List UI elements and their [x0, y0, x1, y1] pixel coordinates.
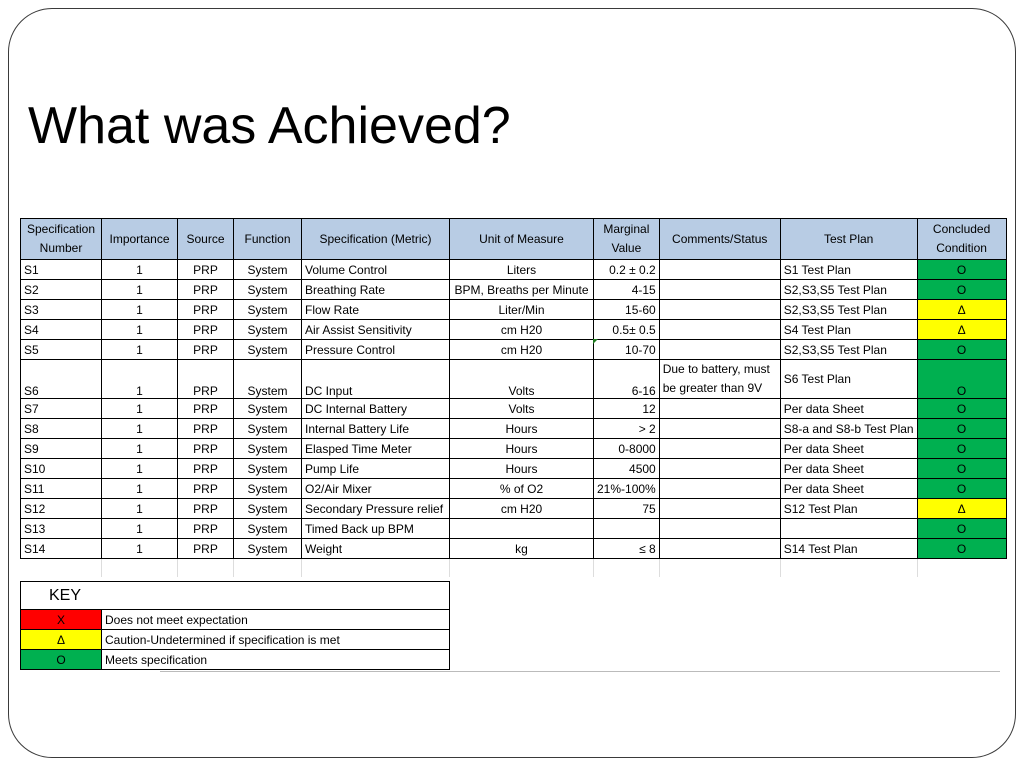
comments-cell: [659, 340, 780, 360]
table-row: [21, 399, 1007, 419]
unit-cell: [450, 519, 594, 539]
table-row: [21, 360, 1007, 399]
importance-cell: 1: [102, 300, 178, 320]
metric-cell: Pump Life: [302, 459, 450, 479]
test-plan-cell: Per data Sheet: [780, 439, 917, 459]
test-plan-cell: S2,S3,S5 Test Plan: [780, 340, 917, 360]
condition-cell: O: [917, 399, 1006, 419]
comments-cell: [659, 280, 780, 300]
condition-cell: Δ: [917, 300, 1006, 320]
metric-cell: Elasped Time Meter: [302, 439, 450, 459]
importance-cell: 1: [102, 479, 178, 499]
test-plan-cell: S8-a and S8-b Test Plan: [780, 419, 917, 439]
slide-title: What was Achieved?: [28, 97, 511, 155]
importance-cell: 1: [102, 519, 178, 539]
header-condition: Concluded Condition: [917, 219, 1006, 260]
table-row: [21, 499, 1007, 519]
header-function: Function: [234, 219, 302, 260]
table-row: [21, 280, 1007, 300]
header-comments: Comments/Status: [659, 219, 780, 260]
key-row: [21, 650, 450, 670]
test-plan-cell: S4 Test Plan: [780, 320, 917, 340]
marginal-value-cell: 21%-100%: [594, 479, 660, 499]
metric-cell: Flow Rate: [302, 300, 450, 320]
table-row: [21, 419, 1007, 439]
marginal-value-cell: 6-16: [594, 360, 660, 399]
source-cell: PRP: [178, 399, 234, 419]
condition-cell: O: [917, 539, 1006, 559]
condition-cell: O: [917, 260, 1006, 280]
table-row: [21, 519, 1007, 539]
function-cell: System: [234, 499, 302, 519]
table-row: [21, 439, 1007, 459]
unit-cell: % of O2: [450, 479, 594, 499]
marginal-value-cell: > 2: [594, 419, 660, 439]
metric-cell: Internal Battery Life: [302, 419, 450, 439]
importance-cell: 1: [102, 499, 178, 519]
marginal-value-cell: 4500: [594, 459, 660, 479]
importance-cell: 1: [102, 439, 178, 459]
source-cell: PRP: [178, 479, 234, 499]
header-importance: Importance: [102, 219, 178, 260]
test-plan-cell: S14 Test Plan: [780, 539, 917, 559]
table-row: [21, 320, 1007, 340]
comments-cell: [659, 300, 780, 320]
importance-cell: 1: [102, 280, 178, 300]
marginal-value-cell: [594, 519, 660, 539]
unit-cell: kg: [450, 539, 594, 559]
comments-cell: [659, 479, 780, 499]
marginal-value-cell: 0.2 ± 0.2: [594, 260, 660, 280]
marginal-value-cell: 0.5± 0.5: [594, 320, 660, 340]
test-plan-cell: Per data Sheet: [780, 459, 917, 479]
metric-cell: Air Assist Sensitivity: [302, 320, 450, 340]
spec-number-cell: S12: [21, 499, 102, 519]
key-row: [21, 630, 450, 650]
marginal-value-cell: ≤ 8: [594, 539, 660, 559]
function-cell: System: [234, 340, 302, 360]
function-cell: System: [234, 519, 302, 539]
test-plan-cell: S12 Test Plan: [780, 499, 917, 519]
test-plan-cell: S6 Test Plan: [780, 360, 917, 399]
source-cell: PRP: [178, 260, 234, 280]
divider-line: [160, 671, 1000, 672]
table-row: [21, 459, 1007, 479]
key-label: Meets specification: [102, 650, 450, 670]
marginal-value-cell: 10-70: [594, 340, 660, 360]
function-cell: System: [234, 280, 302, 300]
function-cell: System: [234, 300, 302, 320]
header-unit: Unit of Measure: [450, 219, 594, 260]
spec-number-cell: S10: [21, 459, 102, 479]
test-plan-cell: [780, 519, 917, 539]
unit-cell: Volts: [450, 360, 594, 399]
comments-cell: [659, 539, 780, 559]
test-plan-cell: Per data Sheet: [780, 399, 917, 419]
function-cell: System: [234, 320, 302, 340]
spec-number-cell: S4: [21, 320, 102, 340]
metric-cell: DC Input: [302, 360, 450, 399]
specification-table: [20, 218, 1007, 577]
table-spacer-row: [21, 559, 1007, 578]
function-cell: System: [234, 439, 302, 459]
comments-cell: [659, 320, 780, 340]
spec-number-cell: S9: [21, 439, 102, 459]
table-row: [21, 479, 1007, 499]
condition-cell: O: [917, 280, 1006, 300]
unit-cell: cm H20: [450, 340, 594, 360]
importance-cell: 1: [102, 399, 178, 419]
key-symbol: O: [21, 650, 102, 670]
test-plan-cell: S2,S3,S5 Test Plan: [780, 300, 917, 320]
source-cell: PRP: [178, 419, 234, 439]
marginal-value-cell: 75: [594, 499, 660, 519]
importance-cell: 1: [102, 459, 178, 479]
source-cell: PRP: [178, 360, 234, 399]
key-symbol: X: [21, 610, 102, 630]
spec-number-cell: S11: [21, 479, 102, 499]
spec-number-cell: S8: [21, 419, 102, 439]
marginal-value-cell: 4-15: [594, 280, 660, 300]
key-title: KEY: [21, 582, 450, 610]
function-cell: System: [234, 399, 302, 419]
unit-cell: Hours: [450, 419, 594, 439]
comments-cell: [659, 439, 780, 459]
header-test-plan: Test Plan: [780, 219, 917, 260]
function-cell: System: [234, 479, 302, 499]
source-cell: PRP: [178, 340, 234, 360]
key-label: Caution-Undetermined if specification is met: [102, 630, 450, 650]
comments-cell: [659, 399, 780, 419]
condition-cell: O: [917, 340, 1006, 360]
marginal-value-cell: 15-60: [594, 300, 660, 320]
table-row: [21, 260, 1007, 280]
condition-cell: O: [917, 419, 1006, 439]
source-cell: PRP: [178, 459, 234, 479]
importance-cell: 1: [102, 539, 178, 559]
source-cell: PRP: [178, 539, 234, 559]
function-cell: System: [234, 260, 302, 280]
key-label: Does not meet expectation: [102, 610, 450, 630]
unit-cell: Liters: [450, 260, 594, 280]
metric-cell: O2/Air Mixer: [302, 479, 450, 499]
comments-cell: [659, 519, 780, 539]
spec-number-cell: S2: [21, 280, 102, 300]
unit-cell: Hours: [450, 439, 594, 459]
test-plan-cell: S2,S3,S5 Test Plan: [780, 280, 917, 300]
source-cell: PRP: [178, 439, 234, 459]
function-cell: System: [234, 459, 302, 479]
comments-cell: [659, 260, 780, 280]
comments-cell: [659, 419, 780, 439]
metric-cell: Weight: [302, 539, 450, 559]
comment-marker: [593, 339, 598, 344]
spec-number-cell: S14: [21, 539, 102, 559]
unit-cell: cm H20: [450, 499, 594, 519]
metric-cell: Timed Back up BPM: [302, 519, 450, 539]
function-cell: System: [234, 419, 302, 439]
comments-cell: [659, 459, 780, 479]
table-header-row: [21, 219, 1007, 260]
spec-number-cell: S6: [21, 360, 102, 399]
key-row: [21, 610, 450, 630]
importance-cell: 1: [102, 360, 178, 399]
spec-number-cell: S1: [21, 260, 102, 280]
unit-cell: BPM, Breaths per Minute: [450, 280, 594, 300]
unit-cell: Volts: [450, 399, 594, 419]
unit-cell: Liter/Min: [450, 300, 594, 320]
unit-cell: Hours: [450, 459, 594, 479]
marginal-value-cell: 12: [594, 399, 660, 419]
condition-cell: O: [917, 519, 1006, 539]
spec-number-cell: S13: [21, 519, 102, 539]
importance-cell: 1: [102, 419, 178, 439]
source-cell: PRP: [178, 519, 234, 539]
key-table: [20, 581, 450, 670]
test-plan-cell: Per data Sheet: [780, 479, 917, 499]
unit-cell: cm H20: [450, 320, 594, 340]
condition-cell: O: [917, 459, 1006, 479]
condition-cell: O: [917, 479, 1006, 499]
function-cell: System: [234, 360, 302, 399]
marginal-value-cell: 0-8000: [594, 439, 660, 459]
source-cell: PRP: [178, 280, 234, 300]
metric-cell: Secondary Pressure relief: [302, 499, 450, 519]
importance-cell: 1: [102, 340, 178, 360]
comments-cell: [659, 499, 780, 519]
importance-cell: 1: [102, 320, 178, 340]
header-metric: Specification (Metric): [302, 219, 450, 260]
source-cell: PRP: [178, 300, 234, 320]
spec-number-cell: S5: [21, 340, 102, 360]
comments-cell: Due to battery, must be greater than 9V: [659, 360, 780, 399]
table-row: [21, 340, 1007, 360]
metric-cell: Volume Control: [302, 260, 450, 280]
key-symbol: Δ: [21, 630, 102, 650]
importance-cell: 1: [102, 260, 178, 280]
spec-number-cell: S7: [21, 399, 102, 419]
test-plan-cell: S1 Test Plan: [780, 260, 917, 280]
condition-cell: Δ: [917, 499, 1006, 519]
source-cell: PRP: [178, 499, 234, 519]
header-source: Source: [178, 219, 234, 260]
table-row: [21, 539, 1007, 559]
source-cell: PRP: [178, 320, 234, 340]
header-spec-number: Specification Number: [21, 219, 102, 260]
condition-cell: O: [917, 439, 1006, 459]
header-marginal-value: Marginal Value: [594, 219, 660, 260]
metric-cell: Breathing Rate: [302, 280, 450, 300]
condition-cell: Δ: [917, 320, 1006, 340]
spec-number-cell: S3: [21, 300, 102, 320]
metric-cell: Pressure Control: [302, 340, 450, 360]
condition-cell: O: [917, 360, 1006, 399]
function-cell: System: [234, 539, 302, 559]
metric-cell: DC Internal Battery: [302, 399, 450, 419]
table-row: [21, 300, 1007, 320]
